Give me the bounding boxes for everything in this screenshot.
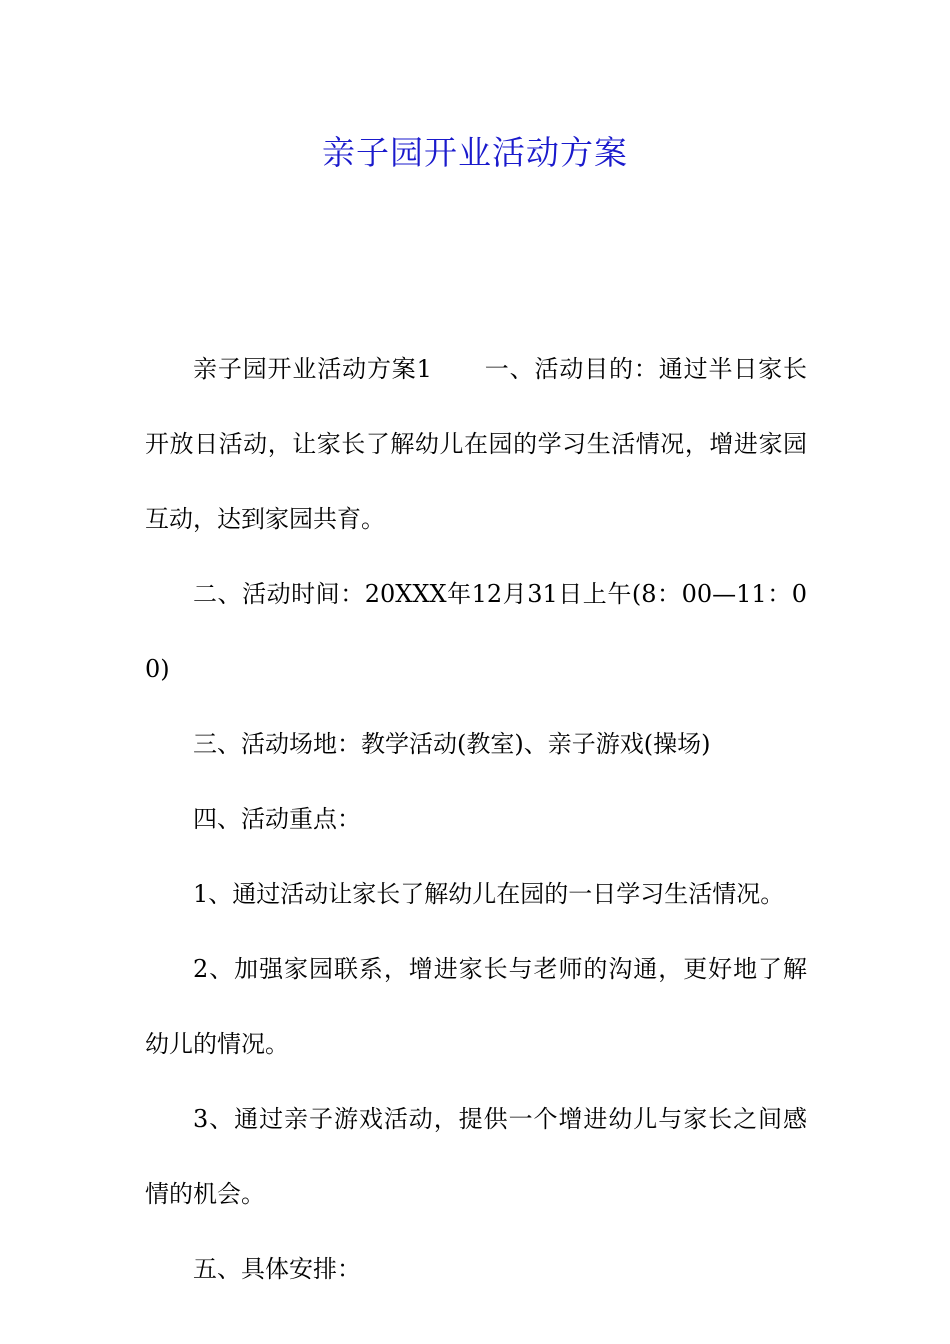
- paragraph-2: 二、活动时间：20XXX年12月31日上午(8：00—11：00): [145, 580, 807, 683]
- paragraph-1-text: 一、活动目的：通过半日家长开放日活动，让家长了解幼儿在园的学习生活情况，增进家园互动，达到家园共育。: [145, 355, 807, 533]
- paragraph-3: 三、活动场地：教学活动(教室)、亲子游戏(操场): [193, 730, 711, 758]
- document-body: [145, 332, 807, 1307]
- intro-heading: 亲子园开业活动方案1: [193, 355, 432, 383]
- paragraph-5: 1、通过活动让家长了解幼儿在园的一日学习生活情况。: [193, 880, 785, 908]
- paragraph-8: 五、具体安排：: [193, 1255, 361, 1283]
- paragraph-6: 2、加强家园联系，增进家长与老师的沟通，更好地了解幼儿的情况。: [145, 955, 807, 1058]
- paragraph-4: 四、活动重点：: [193, 805, 361, 833]
- document-title: 亲子园开业活动方案: [322, 133, 628, 172]
- paragraph-7: 3、通过亲子游戏活动，提供一个增进幼儿与家长之间感情的机会。: [145, 1105, 807, 1208]
- paragraph-intro: [145, 332, 807, 557]
